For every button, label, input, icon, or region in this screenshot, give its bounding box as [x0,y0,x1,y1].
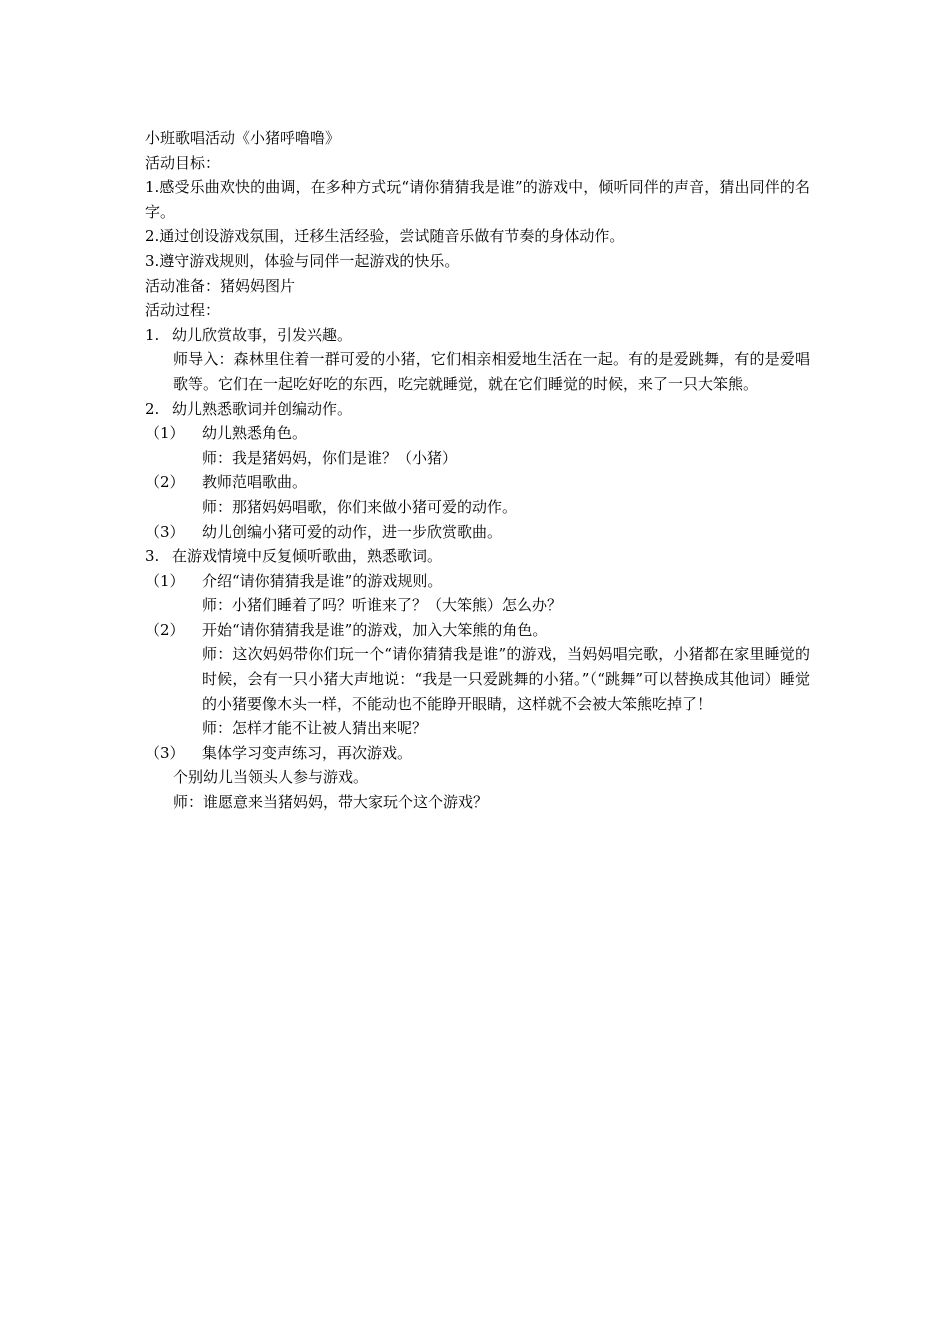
document-title: 小班歌唱活动《小猪呼噜噜》 [145,129,341,147]
sub-step [145,470,810,495]
goal-item: 3.遵守游戏规则，体验与同伴一起游戏的快乐。 [145,251,460,270]
step-number: 2. [145,399,160,418]
sub-step-body: 师：这次妈妈带你们玩一个“请你猜猜我是谁”的游戏，当妈妈唱完歌，小猪都在家里睡觉的时候，会有一只小猪大声地说：“我是一只爱跳舞的小猪。”（“跳舞”可以替换成其他词）睡觉的小猪要像木头一样，不能动也不能睁开眼睛，这样就不会被大笨熊吃掉了！ [202,645,810,713]
sub-step [145,520,810,545]
sub-step-text: 开始“请你猜猜我是谁”的游戏，加入大笨熊的角色。 [202,620,548,639]
sub-step-body: 师：怎样才能不让被人猜出来呢？ [202,719,428,738]
goals-heading: 活动目标： [145,153,221,172]
step-text: 在游戏情境中反复倾听歌曲，熟悉歌词。 [172,547,443,566]
sub-step-number: （2） [145,620,185,639]
sub-step-text: 幼儿创编小猪可爱的动作，进一步欣赏歌曲。 [202,522,503,541]
sub-step-text: 介绍“请你猜猜我是谁”的游戏规则。 [202,571,443,590]
sub-step-number: （3） [145,743,185,762]
sub-step-number: （1） [145,571,185,590]
sub-step-text: 教师范唱歌曲。 [202,473,308,492]
closing-line: 个别幼儿当领头人参与游戏。 [173,768,369,787]
document-body [145,126,810,815]
sub-step-body: 师：我是猪妈妈，你们是谁？（小猪） [202,448,458,467]
sub-step-body: 师：小猪们睡着了吗？听谁来了？（大笨熊）怎么办？ [202,596,563,615]
step-text: 幼儿熟悉歌词并创编动作。 [172,399,353,418]
step-number: 3. [145,547,160,566]
step-number: 1. [145,325,160,344]
sub-step-number: （1） [145,424,185,443]
sub-step-text: 幼儿熟悉角色。 [202,424,308,443]
process-heading: 活动过程： [145,301,221,320]
sub-step-number: （2） [145,473,185,492]
sub-step-body: 师：那猪妈妈唱歌，你们来做小猪可爱的动作。 [202,497,518,516]
sub-step [145,569,810,594]
preparation-line: 活动准备：猪妈妈图片 [145,276,296,295]
step-1 [145,323,810,348]
sub-step-text: 集体学习变声练习，再次游戏。 [202,743,413,762]
sub-step [145,618,810,643]
sub-step [145,741,810,766]
step-3 [145,544,810,569]
step-1-body: 师导入：森林里住着一群可爱的小猪，它们相亲相爱地生活在一起。有的是爱跳舞，有的是爱唱歌等。它们在一起吃好吃的东西，吃完就睡觉，就在它们睡觉的时候，来了一只大笨熊。 [173,350,810,393]
sub-step-number: （3） [145,522,185,541]
step-text: 幼儿欣赏故事，引发兴趣。 [172,325,353,344]
goal-item: 1.感受乐曲欢快的曲调，在多种方式玩“请你猜猜我是谁”的游戏中，倾听同伴的声音，猜出同伴的名字。 [145,178,810,221]
closing-line: 师：谁愿意来当猪妈妈，带大家玩个这个游戏？ [173,793,489,812]
step-2 [145,397,810,422]
goal-item: 2.通过创设游戏氛围，迁移生活经验，尝试随音乐做有节奏的身体动作。 [145,227,625,246]
sub-step [145,421,810,446]
